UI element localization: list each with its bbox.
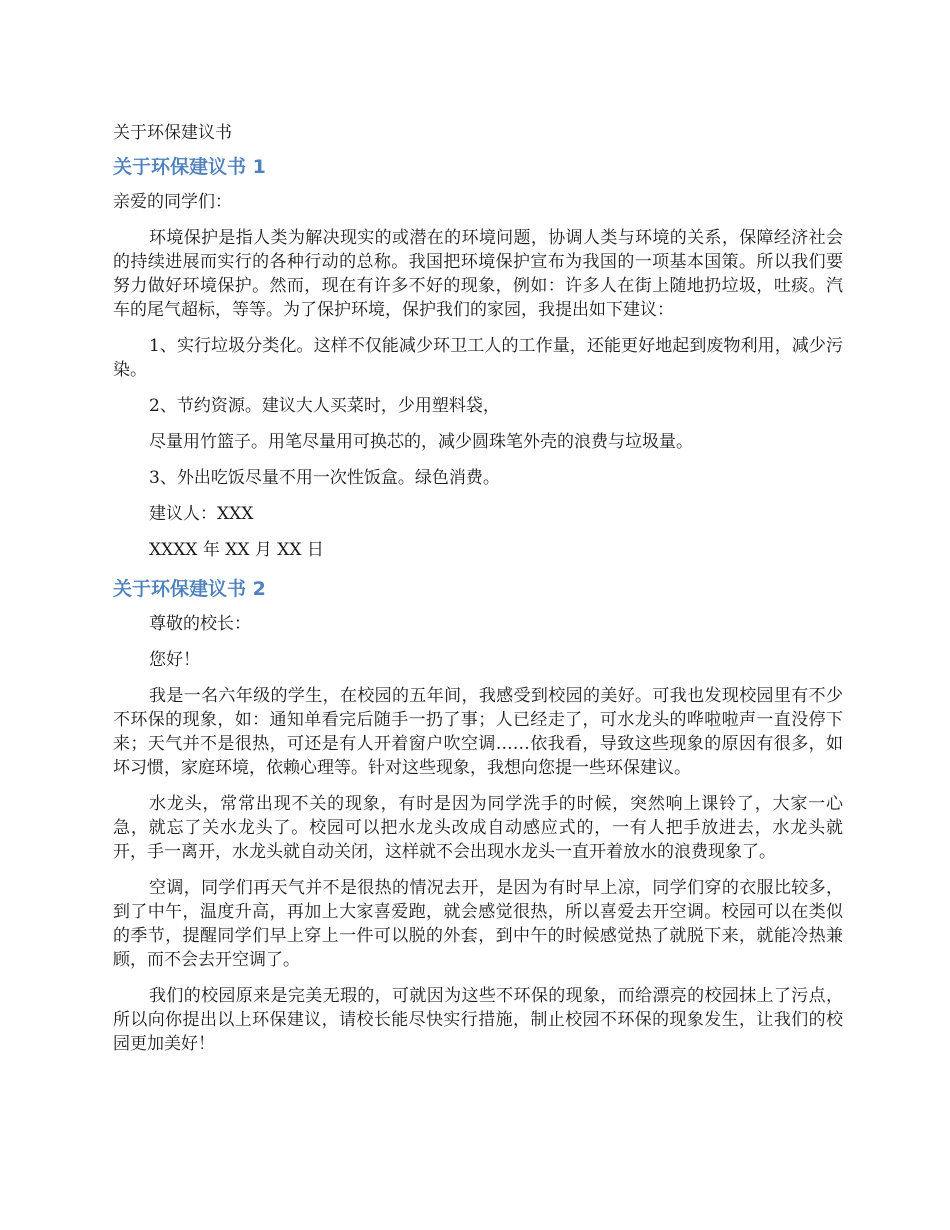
section-2-heading: 关于环保建议书 2 — [113, 578, 266, 600]
suggestion-continuation: 尽量用竹篮子。用笔尽量用可换芯的，减少圆珠笔外壳的浪费与垃圾量。 — [149, 432, 693, 452]
suggestion-item: 3、外出吃饭尽量不用一次性饭盒。绿色消费。 — [149, 468, 500, 488]
body-paragraph: 我们的校园原来是完美无瑕的，可就因为这些不环保的现象，而给漂亮的校园抹上了污点，所以向你提出以上环保建议，请校长能尽快实行措施，制止校园不环保的现象发生，让我们的校园更加美好！ — [113, 986, 843, 1054]
date-line: XXXX 年 XX 月 XX 日 — [149, 540, 324, 560]
body-paragraph: 环境保护是指人类为解决现实的或潜在的环境问题，协调人类与环境的关系，保障经济社会的持续进展而实行的各种行动的总称。我国把环境保护宣布为我国的一项基本国策。所以我们要努力做好环境保护。然而，现在有许多不好的现象，例如：许多人在街上随地扔垃圾，吐痰。汽车的尾气超标，等等。为了保护环境，保护我们的家园，我提出如下建议： — [113, 228, 843, 320]
suggestion-item: 1、实行垃圾分类化。这样不仅能减少环卫工人的工作量，还能更好地起到废物利用，减少污染。 — [113, 336, 843, 380]
body-paragraph: 水龙头，常常出现不关的现象，有时是因为同学洗手的时候，突然响上课铃了，大家一心急，就忘了关水龙头了。校园可以把水龙头改成自动感应式的，一有人把手放进去，水龙头就开，手一离开，水龙头就自动关闭，这样就不会出现水龙头一直开着放水的浪费现象了。 — [113, 794, 843, 862]
body-paragraph: 空调，同学们再天气并不是很热的情况去开，是因为有时早上凉，同学们穿的衣服比较多，到了中午，温度升高，再加上大家喜爱跑，就会感觉很热，所以喜爱去开空调。校园可以在类似的季节，提醒同学们早上穿上一件可以脱的外套，到中午的时候感觉热了就脱下来，就能冷热兼顾，而不会去开空调了。 — [113, 878, 843, 970]
document-title: 关于环保建议书 — [113, 123, 232, 143]
signature-line: 建议人：XXX — [149, 504, 254, 524]
section-2 — [113, 574, 843, 1056]
section-1 — [113, 152, 843, 562]
suggestion-item: 2、节约资源。建议大人买菜时，少用塑料袋， — [149, 396, 500, 416]
document-page — [113, 120, 843, 1068]
greeting: 您好！ — [149, 650, 200, 670]
salutation: 亲爱的同学们： — [113, 192, 232, 212]
body-paragraph: 我是一名六年级的学生，在校园的五年间，我感受到校园的美好。可我也发现校园里有不少不环保的现象，如：通知单看完后随手一扔了事；人已经走了，可水龙头的哗啦啦声一直没停下来；天气并不是很热，可还是有人开着窗户吹空调……依我看，导致这些现象的原因有很多，如坏习惯，家庭环境，依赖心理等。针对这些现象，我想向您提一些环保建议。 — [113, 686, 843, 778]
salutation: 尊敬的校长： — [149, 614, 251, 634]
section-1-heading: 关于环保建议书 1 — [113, 156, 266, 178]
